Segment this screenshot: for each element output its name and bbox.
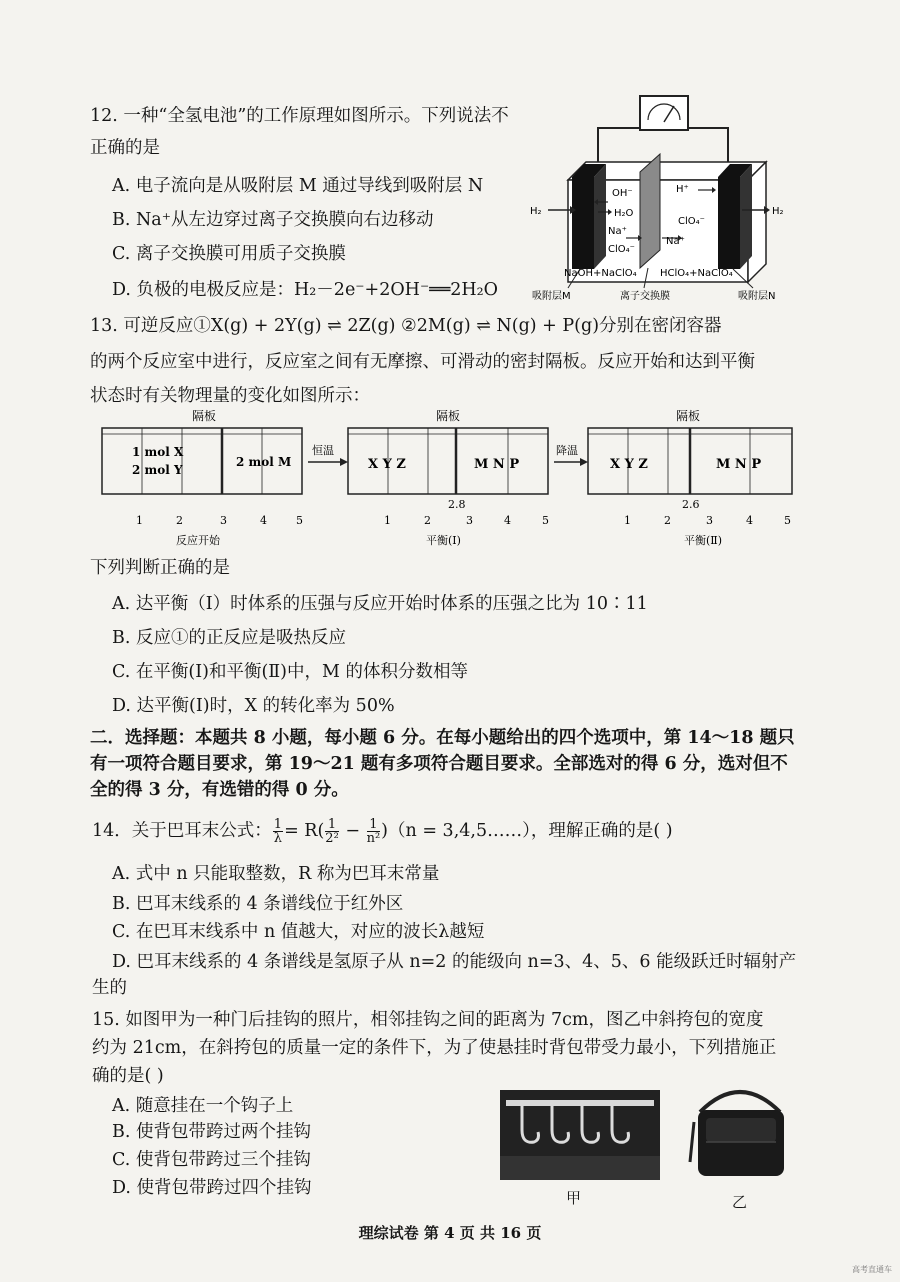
adsorption-layer-n <box>718 177 740 269</box>
scale3-tick-5: 5 <box>784 514 791 527</box>
scale3-tick-3: 3 <box>706 514 713 527</box>
q14-f1-den: 2² <box>325 831 339 846</box>
q15-stem-line1: 15. 如图甲为一种门后挂钩的照片，相邻挂钩之间的距离为 7cm，图乙中斜挎包的宽度 <box>92 1010 764 1030</box>
q14-formula-mid: = R( <box>284 821 325 841</box>
q14-option-d-cont: 生的 <box>92 978 127 998</box>
eq2-species-left: X Y Z <box>610 457 648 472</box>
caption-start: 反应开始 <box>176 534 220 547</box>
adsorption-layer-m <box>572 177 594 269</box>
right-solution-label: HClO₄+NaClO₄ <box>660 268 733 279</box>
section2-line3: 全的得 3 分，有选错的得 0 分。 <box>90 780 349 800</box>
ion-exchange-membrane <box>640 154 660 268</box>
q13-stem-line2: 的两个反应室中进行，反应室之间有无摩擦、可滑动的密封隔板。反应开始和达到平衡 <box>90 352 755 372</box>
adsorption-n-label: 吸附层N <box>738 291 776 302</box>
q15-option-d: D. 使背包带跨过四个挂钩 <box>112 1178 312 1198</box>
q12-stem-line2: 正确的是 <box>90 138 160 158</box>
eq2-species-right: M N P <box>716 457 762 472</box>
q13-judge: 下列判断正确的是 <box>90 558 230 578</box>
q13-option-d: D. 达平衡(Ⅰ)时，X 的转化率为 50% <box>112 696 395 716</box>
q12-stem-line1: 12. 一种“全氢电池”的工作原理如图所示。下列说法不 <box>90 106 509 126</box>
left-solution-label: NaOH+NaClO₄ <box>564 268 637 279</box>
q14-fraction-2 <box>367 818 381 845</box>
box1-left-line2: 2 mol Y <box>132 463 183 477</box>
q13-option-c: C. 在平衡(Ⅰ)和平衡(Ⅱ)中，M 的体积分数相等 <box>112 662 468 682</box>
scale1-tick-4: 4 <box>260 514 267 527</box>
scale3-tick-1: 1 <box>624 514 631 527</box>
q14-prefix: 14．关于巴耳末公式： <box>92 821 272 841</box>
sodium-left-label: Na⁺ <box>608 226 627 237</box>
scale2-tick-4: 4 <box>504 514 511 527</box>
q14-stem <box>92 818 673 845</box>
scale3-tick-2: 2 <box>664 514 671 527</box>
water-label: H₂O <box>614 208 634 219</box>
scale1-tick-5: 5 <box>296 514 303 527</box>
photo-crossbody-bag <box>680 1082 800 1182</box>
membrane-label: 离子交换膜 <box>620 291 670 302</box>
h2-inlet-label: H₂ <box>530 206 542 217</box>
reaction-chamber-diagram <box>96 406 806 554</box>
q12-option-a: A. 电子流向是从吸附层 M 通过导线到吸附层 N <box>112 176 484 196</box>
q14-lhs-fraction <box>273 818 283 845</box>
box1-left-line1: 1 mol X <box>132 445 184 459</box>
caption-eq1: 平衡(Ⅰ) <box>426 534 461 547</box>
section2-line1: 二．选择题：本题共 8 小题，每小题 6 分。在每小题给出的四个选项中，第 14～18 题只 <box>90 728 795 748</box>
scale1-tick-3: 3 <box>220 514 227 527</box>
q15-stem-line3: 确的是( ) <box>92 1066 164 1086</box>
eq1-partition-mark: 2.8 <box>448 498 466 511</box>
partition-label-1: 隔板 <box>192 409 217 423</box>
ammeter-icon <box>640 96 688 130</box>
q14-minus: − <box>339 821 366 841</box>
q14-f2-num: 1 <box>367 818 381 832</box>
adsorption-m-label: 吸附层M <box>532 291 571 302</box>
q15-option-a: A. 随意挂在一个钩子上 <box>112 1096 294 1116</box>
scale2-tick-5: 5 <box>542 514 549 527</box>
q14-option-a: A. 式中 n 只能取整数，R 称为巴耳末常量 <box>112 864 440 884</box>
q15-option-b: B. 使背包带跨过两个挂钩 <box>112 1122 311 1142</box>
q14-f2-den: n² <box>366 831 381 846</box>
q13-stem-line1: 13. 可逆反应①X(g) + 2Y(g) ⇌ 2Z(g) ②2M(g) ⇌ N(g) + P(g)分别在密闭容器 <box>90 316 722 336</box>
caption-eq2: 平衡(Ⅱ) <box>684 534 723 547</box>
perchlorate-right-label: ClO₄⁻ <box>678 216 705 227</box>
q12-option-c: C. 离子交换膜可用质子交换膜 <box>112 244 346 264</box>
section2-line2: 有一项符合题目要求，第 19～21 题有多项符合题目要求。全部选对的得 6 分，选对但不 <box>90 754 788 774</box>
q14-option-d: D. 巴耳末线系的 4 条谱线是氢原子从 n=2 的能级向 n=3、4、5、6 能级跃迁时辐射产 <box>112 952 797 972</box>
q12-option-d: D. 负极的电极反应是：H₂－2e⁻+2OH⁻══2H₂O <box>112 280 499 300</box>
arrow-right-icon <box>340 458 348 466</box>
photo-b-label: 乙 <box>732 1193 748 1211</box>
scale3-tick-4: 4 <box>746 514 753 527</box>
h2-outlet-label: H₂ <box>772 206 784 217</box>
q13-option-a: A. 达平衡（Ⅰ）时体系的压强与反应开始时体系的压强之比为 10∶11 <box>112 594 648 614</box>
q14-lhs-den: λ <box>273 831 283 846</box>
corner-watermark: 高考直通车 <box>852 1265 892 1274</box>
q12-option-b: B. Na⁺从左边穿过离子交换膜向右边移动 <box>112 210 434 230</box>
q14-option-c: C. 在巴耳末线系中 n 值越大，对应的波长λ越短 <box>112 922 485 942</box>
partition-label-3: 隔板 <box>676 409 701 423</box>
q14-option-b: B. 巴耳末线系的 4 条谱线位于红外区 <box>112 894 404 914</box>
hydroxide-label: OH⁻ <box>612 188 633 199</box>
q15-option-c: C. 使背包带跨过三个挂钩 <box>112 1150 311 1170</box>
q13-stem-line3: 状态时有关物理量的变化如图所示： <box>90 386 370 406</box>
hydrogen-cell-diagram <box>528 92 810 304</box>
scale2-tick-3: 3 <box>466 514 473 527</box>
q14-lhs-num: 1 <box>273 817 283 832</box>
eq2-partition-mark: 2.6 <box>682 498 700 511</box>
q15-stem-line2: 约为 21cm，在斜挎包的质量一定的条件下，为了使悬挂时背包带受力最小，下列措施正 <box>92 1038 777 1058</box>
arrow2-label: 降温 <box>556 444 578 457</box>
q13-option-b: B. 反应①的正反应是吸热反应 <box>112 628 346 648</box>
eq1-species-left: X Y Z <box>368 457 406 472</box>
scale1-tick-2: 2 <box>176 514 183 527</box>
box1-right-label: 2 mol M <box>236 455 292 469</box>
q14-fraction-1 <box>325 818 338 845</box>
eq1-species-right: M N P <box>474 457 520 472</box>
scale1-tick-1: 1 <box>136 514 143 527</box>
sodium-right-label: Na⁺ <box>666 236 685 247</box>
hook-rail <box>506 1100 654 1106</box>
photo-a-label: 甲 <box>566 1189 582 1207</box>
photo-door-hooks <box>500 1090 660 1180</box>
partition-label-2: 隔板 <box>436 409 461 423</box>
arrow1-label: 恒温 <box>312 444 334 457</box>
perchlorate-left-label: ClO₄⁻ <box>608 244 635 255</box>
proton-label: H⁺ <box>676 184 689 195</box>
scale2-tick-2: 2 <box>424 514 431 527</box>
q14-f1-num: 1 <box>325 818 338 832</box>
arrow-right-icon <box>580 458 588 466</box>
scale2-tick-1: 1 <box>384 514 391 527</box>
page-footer: 理综试卷 第 4 页 共 16 页 <box>358 1224 542 1242</box>
q14-suffix: )（n = 3,4,5……），理解正确的是( ) <box>381 821 673 841</box>
